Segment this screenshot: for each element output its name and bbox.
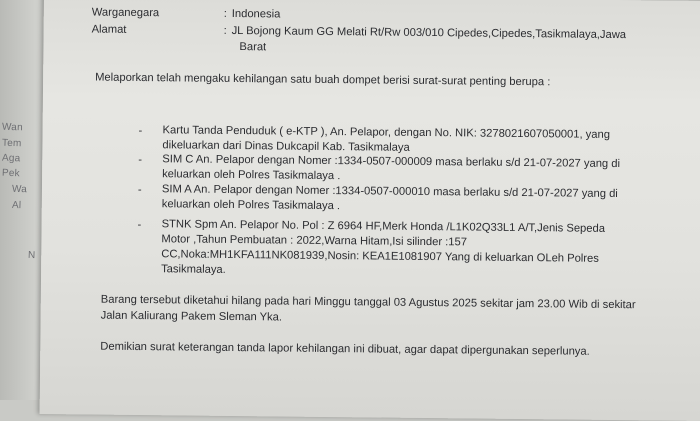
list-bullet: - [138,153,143,167]
list-item-stnk-line4: Tasikmalaya. [161,263,226,276]
list-item-ktp-line2: dikeluarkan dari Dinas Dukcapil Kab. Tasikmalaya [162,139,410,154]
underlying-text-fragment: N [27,249,36,262]
field-colon: : [223,7,227,20]
list-item-sim-a-line2: keluarkan oleh Polres Tasikmalaya . [161,198,341,213]
nationality-value: Indonesia [231,7,281,21]
underlying-text-fragment: Tem [1,137,22,150]
nationality-label: Warganegara [91,6,160,20]
address-value-line1: JL Bojong Kaum GG Melati Rt/Rw 003/010 Cipedes,Cipedes,Tasikmalaya,Jawa [231,24,627,42]
underlying-text-fragment: Al [11,199,22,212]
list-item-stnk-line1: STNK Spm An. Pelapor No. Pol : Z 6964 HF,Merk Honda /L1K02Q33L1 A/T,Jenis Sepeda [161,218,606,235]
list-bullet: - [138,124,143,138]
loss-statement-line2: Jalan Kaliurang Pakem Sleman Yka. [100,309,283,324]
report-letter-page [40,0,700,421]
loss-statement-line1: Barang tersebut diketahui hilang pada hari Minggu tanggal 03 Agustus 2025 sekitar jam 23.00 Wib di sekitar [100,293,636,312]
list-item-sim-c-line2: keluarkan oleh Polres Tasikmalaya . [162,168,341,183]
field-colon: : [223,24,227,37]
list-item-sim-c-line1: SIM C An. Pelapor dengan Nomer :1334-0507-000009 masa berlaku s/d 21-07-2027 yang di [162,153,621,171]
list-bullet: - [137,218,142,232]
intro-paragraph: Melaporkan telah mengaku kehilangan satu buah dompet berisi surat-surat penting berupa : [95,71,551,89]
address-value-line2: Barat [239,41,267,54]
underlying-text-fragment: Aga [1,152,21,165]
list-item-ktp-line1: Kartu Tanda Penduduk ( e-KTP ), An. Pelapor, dengan No. NIK: 3278021607050001, yang [162,124,611,141]
underlying-text-fragment: Wan [1,121,23,134]
list-item-stnk-line3: CC,Noka:MH1KFA111NK081939,Nosin: KEA1E1081907 Yang di keluarkan OLeh Polres [161,248,599,265]
closing-paragraph: Demikian surat keterangan tanda lapor kehilangan ini dibuat, agar dapat dipergunakan seperlunya. [100,340,590,358]
underlying-text-fragment: Wa [11,183,28,196]
underlying-text-fragment: Pek [1,167,21,180]
list-item-sim-a-line1: SIM A An. Pelapor dengan Nomer :1334-0507-000010 masa berlaku s/d 21-07-2027 yang di [161,183,618,201]
list-item-stnk-line2: Motor ,Tahun Pembuatan : 2022,Warna Hitam,Isi silinder :157 [161,233,468,249]
address-label: Alamat [91,23,127,36]
list-bullet: - [137,183,142,197]
